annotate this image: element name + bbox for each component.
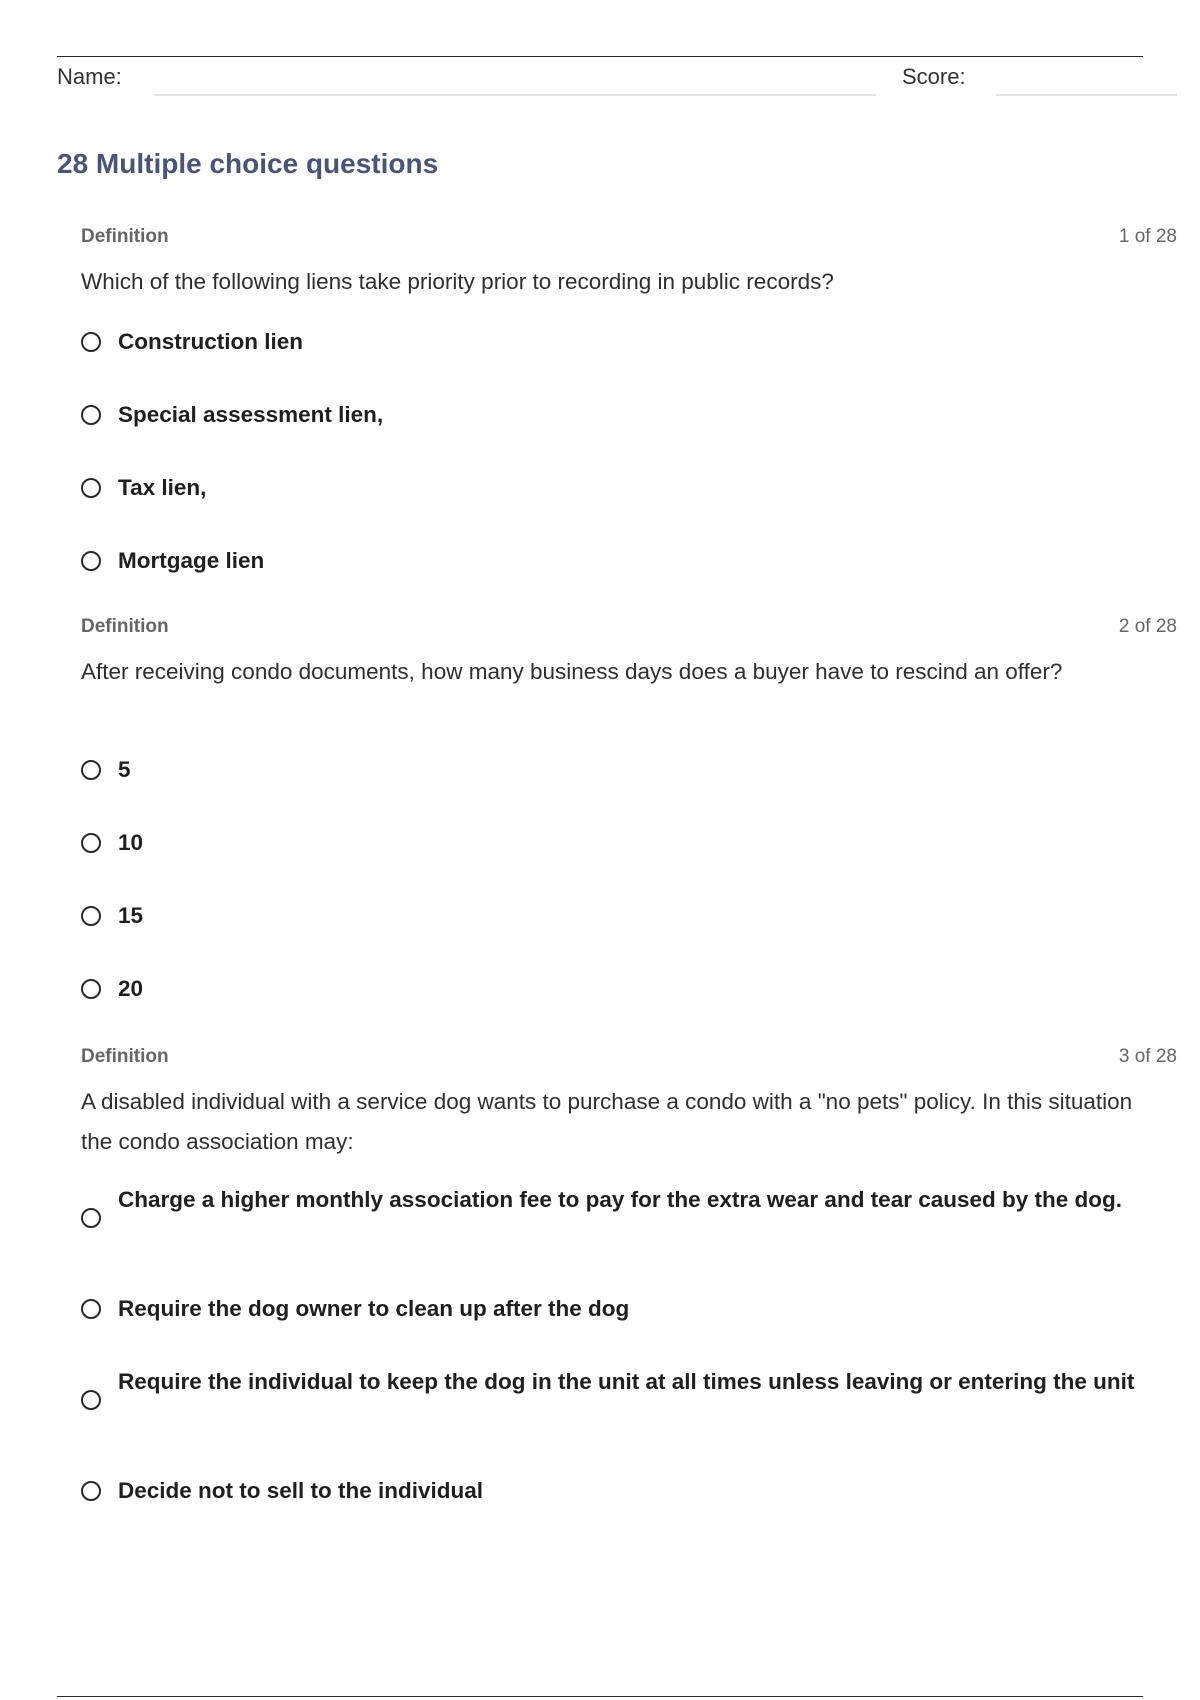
answer-option-label: Mortgage lien	[118, 548, 265, 573]
question-label: Definition	[81, 226, 169, 247]
radio-button[interactable]	[81, 906, 101, 926]
answer-option-label: Require the dog owner to clean up after the dog	[118, 1296, 630, 1321]
question-text: Which of the following liens take priority prior to recording in public records?	[81, 269, 834, 294]
radio-button[interactable]	[81, 1481, 101, 1501]
answer-option-label: 20	[118, 976, 144, 1001]
question-label: Definition	[81, 616, 169, 637]
radio-button[interactable]	[81, 1390, 101, 1410]
radio-button[interactable]	[81, 551, 101, 571]
name-label: Name:	[57, 64, 122, 89]
radio-button[interactable]	[81, 760, 101, 780]
answer-option-label: Construction lien	[118, 329, 303, 354]
top-rule	[57, 56, 1143, 57]
score-label: Score:	[902, 64, 966, 89]
section-title: 28 Multiple choice questions	[57, 148, 439, 179]
question-counter: 2 of 28	[1118, 616, 1177, 637]
answer-option-label: Charge a higher monthly association fee to pay for the extra wear and tear caused by the dog.	[118, 1187, 1122, 1212]
answer-option-label: Decide not to sell to the individual	[118, 1478, 484, 1503]
answer-option-label: Tax lien,	[118, 475, 207, 500]
radio-button[interactable]	[81, 1208, 101, 1228]
question-counter: 3 of 28	[1118, 1046, 1177, 1067]
question-text: After receiving condo documents, how many business days does a buyer have to rescind an offer?	[81, 659, 1063, 684]
radio-button[interactable]	[81, 1299, 101, 1319]
question-label: Definition	[81, 1046, 169, 1067]
answer-option-label: 15	[118, 903, 144, 928]
radio-button[interactable]	[81, 833, 101, 853]
radio-button[interactable]	[81, 332, 101, 352]
question-counter: 1 of 28	[1118, 226, 1177, 247]
bottom-rule	[57, 1696, 1143, 1697]
name-field[interactable]	[154, 94, 876, 96]
radio-button[interactable]	[81, 979, 101, 999]
answer-option-label: Special assessment lien,	[118, 402, 384, 427]
radio-button[interactable]	[81, 405, 101, 425]
answer-option-label: 5	[118, 757, 131, 782]
header-row	[57, 62, 1177, 98]
score-field[interactable]	[996, 94, 1177, 96]
question-text: A disabled individual with a service dog wants to purchase a condo with a "no pets" policy. In this situation the condo association may:	[81, 1089, 1133, 1154]
answer-option-label: Require the individual to keep the dog in the unit at all times unless leaving or entering the unit	[118, 1369, 1135, 1394]
answer-option-label: 10	[118, 830, 144, 855]
radio-button[interactable]	[81, 478, 101, 498]
